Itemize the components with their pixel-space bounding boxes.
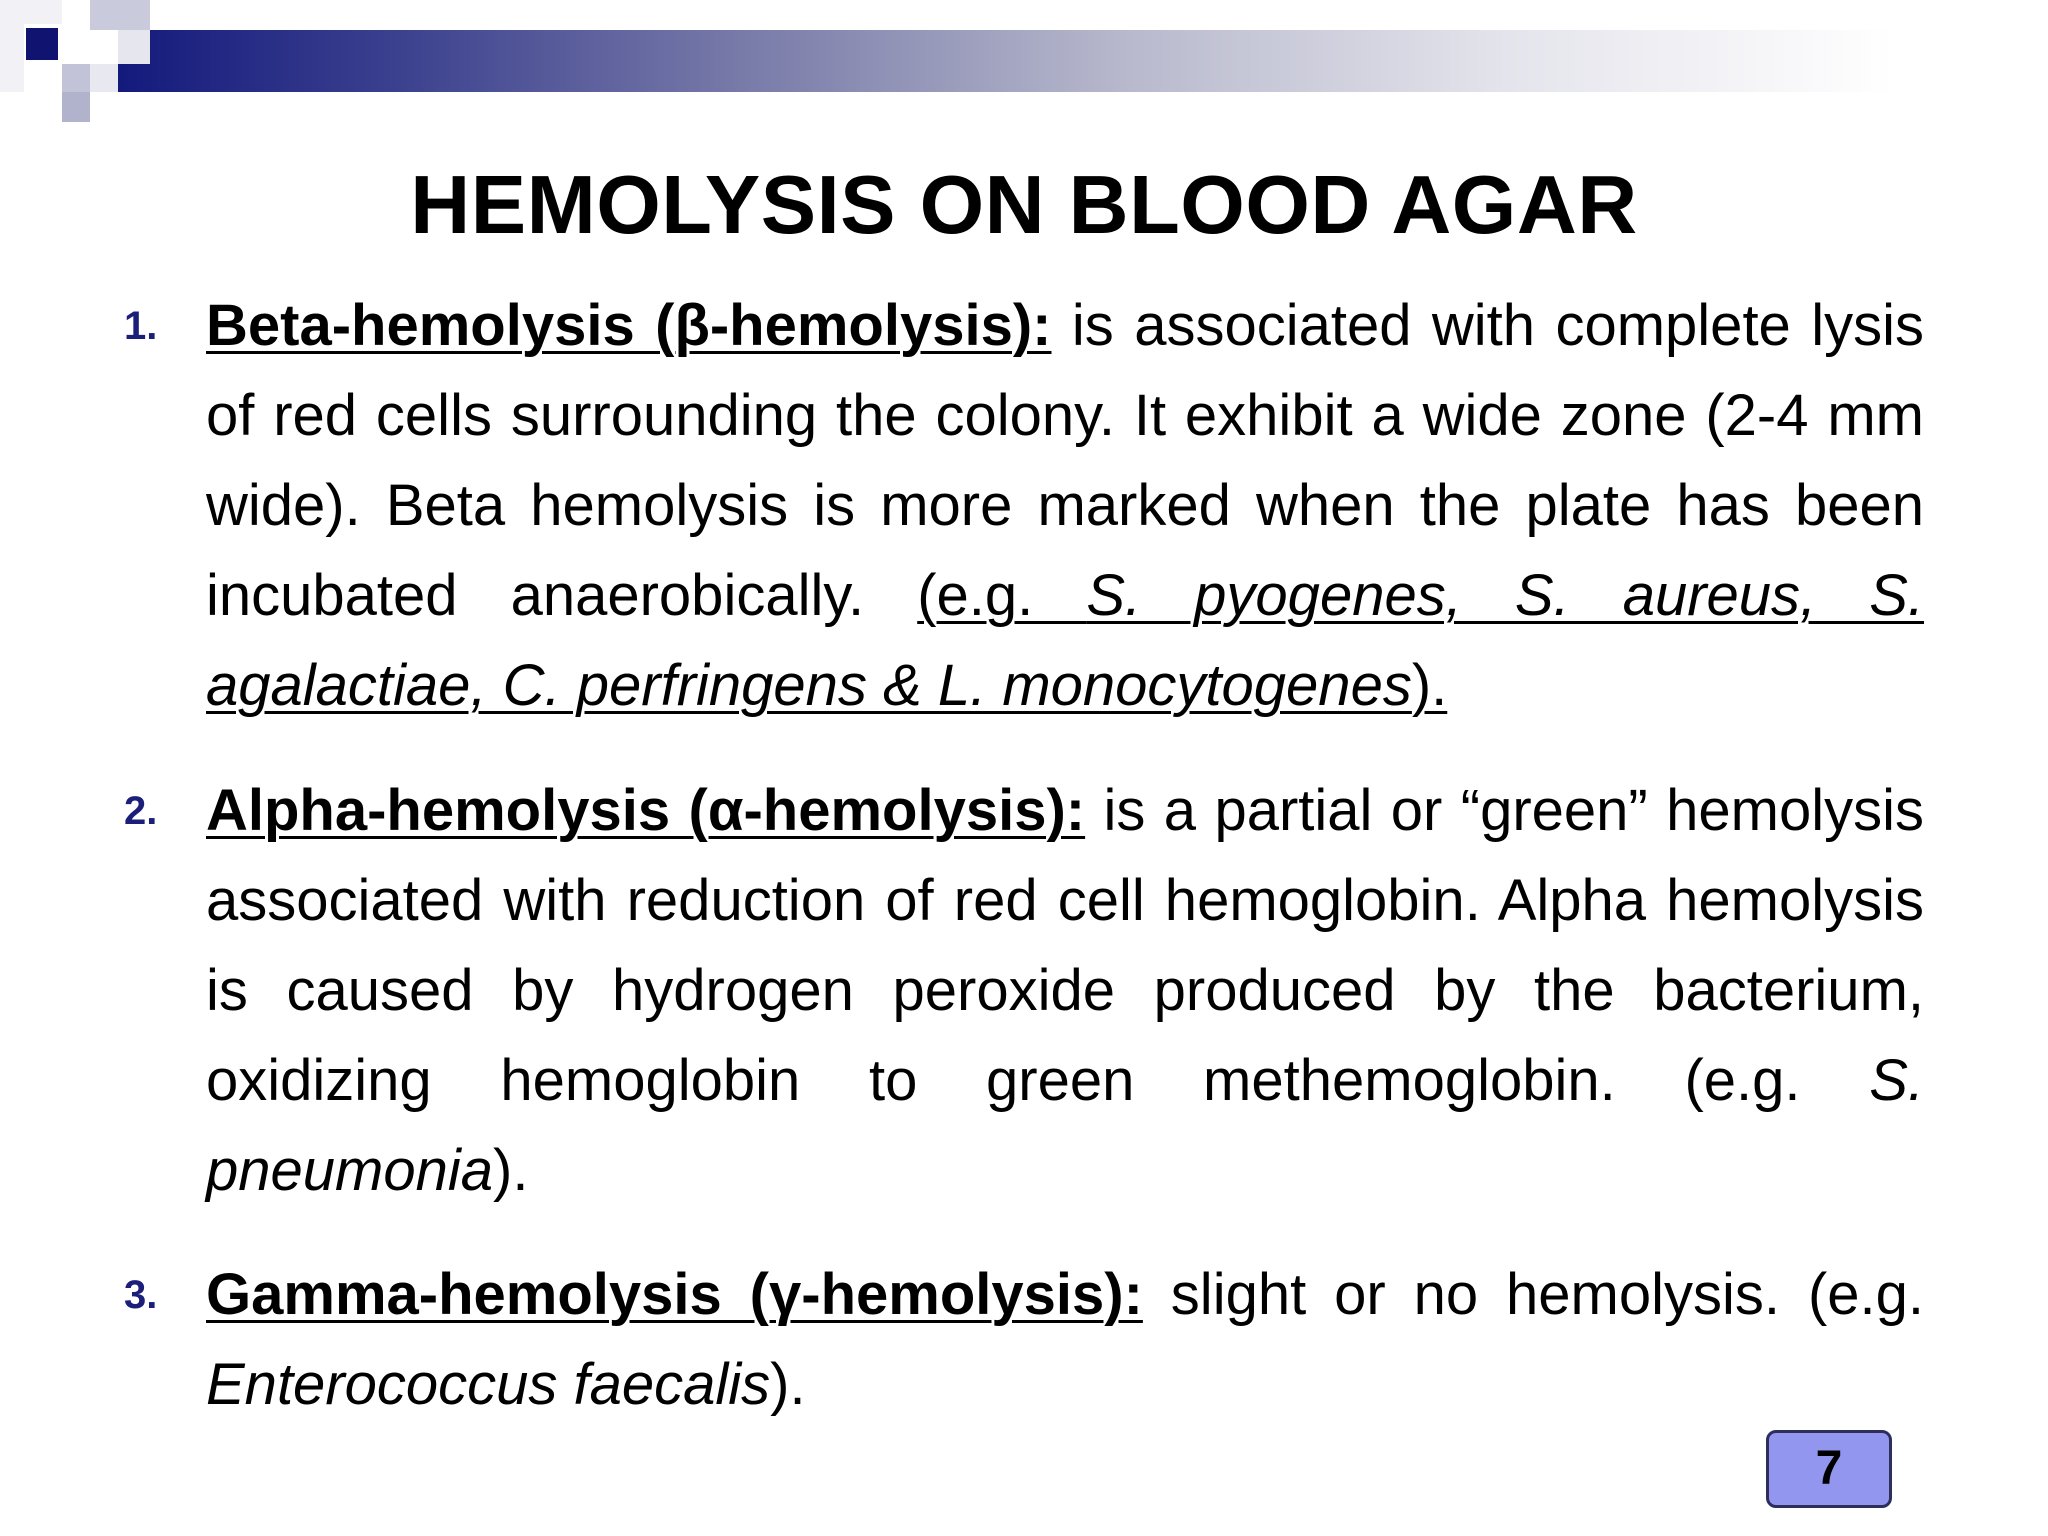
example-open: (e.g. (1807, 1262, 1924, 1327)
term-beta-hemolysis: Beta-hemolysis (β-hemolysis): (206, 293, 1052, 358)
example-organisms: S. pneumonia (206, 1048, 1924, 1203)
description-text: is associated with complete lysis of red cells surrounding the colony. It exhibit a wide zone (2-4 mm wide). Beta hemolysis is more marked when the plate has been incubated anaerobically. (206, 293, 1925, 628)
header-square (26, 28, 58, 60)
list-item-alpha (124, 766, 1924, 1216)
term-alpha-hemolysis: Alpha-hemolysis (α-hemolysis): (206, 778, 1086, 843)
example-close: ). (493, 1138, 529, 1203)
header-square (90, 30, 118, 64)
example-close: ). (770, 1352, 806, 1417)
list-number: 1. (124, 304, 158, 348)
example-open: (e.g. (917, 563, 1087, 628)
header-square (62, 92, 90, 122)
header-square (62, 64, 90, 92)
example-close: ). (1411, 653, 1448, 718)
header-square (0, 0, 24, 92)
header-square (118, 30, 150, 64)
header-square (24, 0, 62, 24)
example-organisms: Enterococcus faecalis (206, 1352, 771, 1417)
header-square (90, 64, 118, 92)
description-text: is a partial or “green” hemolysis associated with reduction of red cell hemoglobin. Alpha hemolysis is caused by hydrogen peroxide produced by the bacterium, oxidizing hemoglobin to green methemoglobin. (206, 778, 1924, 1113)
list-item-beta (124, 281, 1925, 731)
example-open: (e.g. (1684, 1048, 1870, 1113)
header-bar (118, 30, 2048, 92)
list-item-gamma (124, 1250, 1924, 1430)
page-number-badge: 7 (1766, 1430, 1892, 1508)
description-text: slight or no hemolysis. (1142, 1262, 1808, 1327)
list-number: 2. (124, 789, 158, 833)
example-organisms: S. pyogenes, S. aureus, S. agalactiae, C. perfringens & L. monocytogenes (206, 563, 1925, 718)
term-gamma-hemolysis: Gamma-hemolysis (γ-hemolysis): (206, 1262, 1143, 1327)
list-number: 3. (124, 1273, 158, 1317)
slide-title: HEMOLYSIS ON BLOOD AGAR (410, 158, 1638, 251)
header-square (90, 0, 150, 30)
